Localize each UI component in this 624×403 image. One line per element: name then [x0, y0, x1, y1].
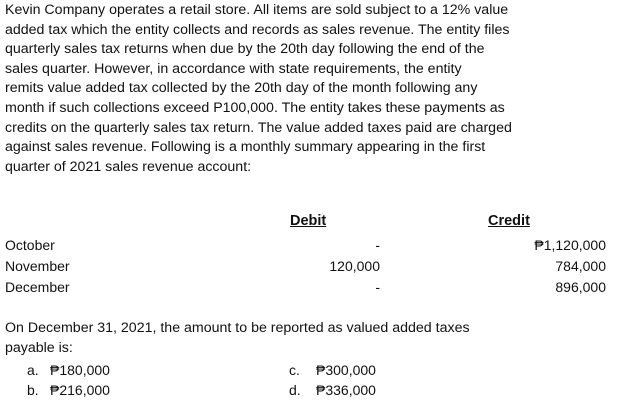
problem-paragraph [5, 1, 617, 177]
paragraph-line: Kevin Company operates a retail store. All items are sold subject to a 12% value [5, 2, 509, 18]
paragraph-line: remits value added tax collected by the 20th day of the month following any [5, 80, 478, 97]
question-line: On December 31, 2021, the amount to be reported as valued added taxes [5, 320, 470, 336]
row-debit-november: 120,000 [329, 258, 380, 274]
row-credit-november: 784,000 [555, 258, 606, 274]
option-a-value[interactable]: ₱180,000 [50, 362, 110, 378]
option-a-letter: a. [27, 362, 39, 378]
paragraph-line: month if such collections exceed P100,000. The entity takes these payments as [5, 99, 505, 116]
row-credit-december: 896,000 [555, 279, 606, 295]
paragraph-line: credits on the quarterly sales tax return. The value added taxes paid are charged [5, 119, 512, 136]
row-month-october: October [5, 237, 55, 253]
paragraph-line: quarter of 2021 sales revenue account: [5, 158, 252, 175]
paragraph-line: added tax which the entity collects and records as sales revenue. The entity files [5, 21, 510, 38]
paragraph-line: quarterly sales tax returns when due by the 20th day following the end of the [5, 41, 485, 58]
question-line: payable is: [5, 339, 73, 356]
paragraph-line: against sales revenue. Following is a monthly summary appearing in the first [5, 139, 486, 156]
option-d-value[interactable]: ₱336,000 [316, 382, 376, 398]
option-b-value[interactable]: ₱216,000 [50, 382, 110, 398]
option-c-value[interactable]: ₱300,000 [316, 362, 376, 378]
debit-header: Debit [290, 213, 327, 229]
row-month-november: November [5, 258, 70, 274]
row-month-december: December [5, 279, 70, 295]
row-debit-october: - [375, 237, 380, 253]
option-c-letter: c. [289, 362, 300, 378]
row-debit-december: - [375, 279, 380, 295]
question-text [5, 319, 617, 358]
option-d-letter: d. [289, 382, 301, 398]
credit-header: Credit [488, 213, 530, 229]
row-credit-october: ₱1,120,000 [534, 237, 606, 253]
paragraph-line: sales quarter. However, in accordance with state requirements, the entity [5, 60, 462, 77]
option-b-letter: b. [27, 382, 39, 398]
